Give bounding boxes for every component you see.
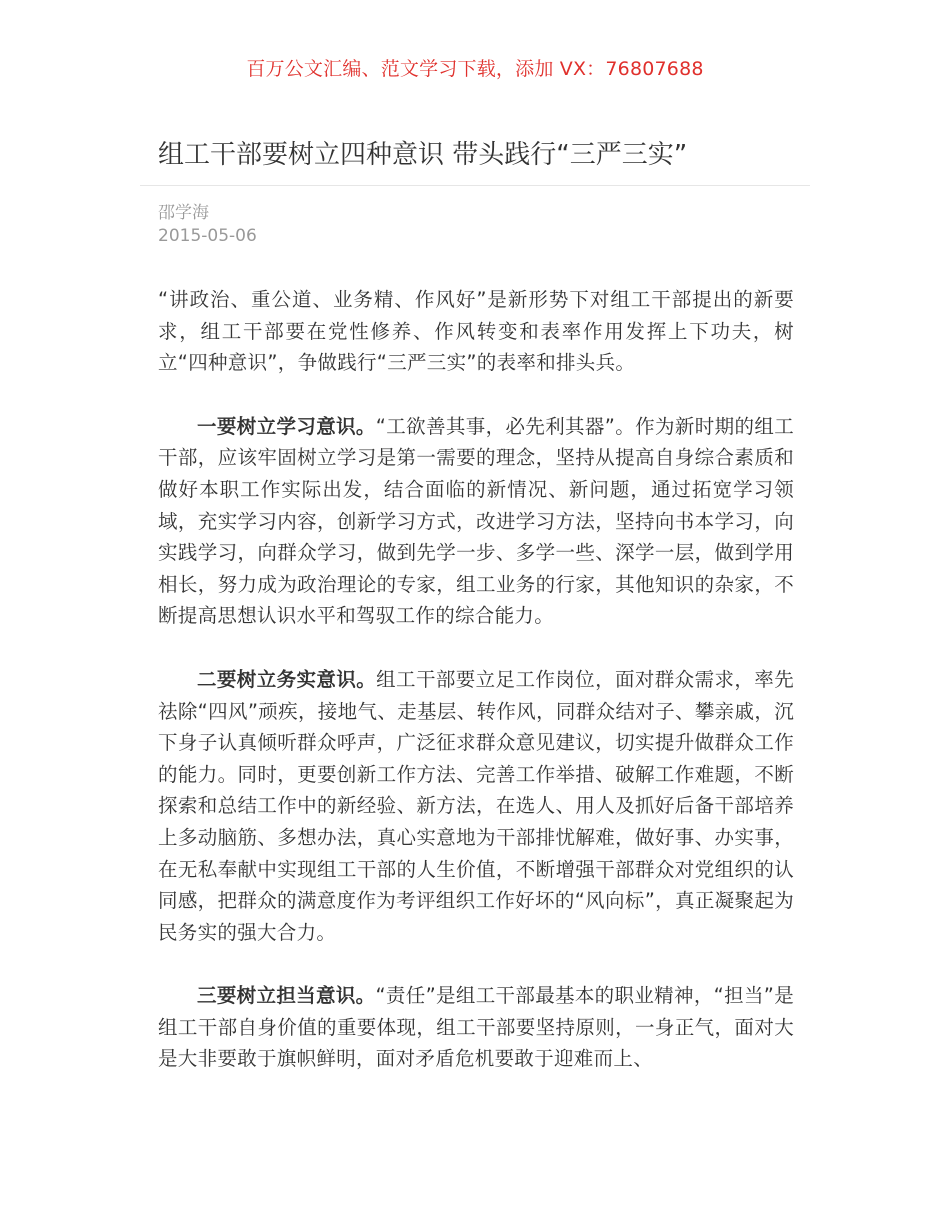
article-body [158, 284, 794, 1107]
section-paragraph-1 [158, 411, 794, 632]
section-body-2: 组工干部要立足工作岗位，面对群众需求，率先祛除“四风”顽疾，接地气、走基层、转作风，同群众结对子、攀亲戚，沉下身子认真倾听群众呼声，广泛征求群众意见建议，切实提升做群众工作的能力。同时，更要创新工作方法、完善工作举措、破解工作难题，不断探索和总结工作中的新经验、新方法，在选人、用人及抓好后备干部培养上多动脑筋、多想办法，真心实意地为干部排忧解难，做好事、办实事，在无私奉献中实现组工干部的人生价值，不断增强干部群众对党组织的认同感，把群众的满意度作为考评组织工作好坏的“风向标”，真正凝聚起为民务实的强大合力。 [158, 667, 794, 944]
publish-date: 2015-05-06 [158, 226, 257, 246]
article-meta [158, 202, 257, 248]
section-heading-3: 三要树立担当意识。 [197, 984, 376, 1008]
section-heading-1: 一要树立学习意识。 [197, 414, 376, 438]
title-divider [140, 185, 810, 186]
intro-paragraph: “讲政治、重公道、业务精、作风好”是新形势下对组工干部提出的新要求，组工干部要在党性修养、作风转变和表率作用发挥上下功夫，树立“四种意识”，争做践行“三严三实”的表率和排头兵。 [158, 288, 794, 375]
section-body-3: “责任”是组工干部最基本的职业精神，“担当”是组工干部自身价值的重要体现，组工干部要坚持原则，一身正气，面对大是大非要敢于旗帜鲜明，面对矛盾危机要敢于迎难而上、 [158, 984, 795, 1071]
section-body-1: “工欲善其事，必先利其器”。作为新时期的组工干部，应该牢固树立学习是第一需要的理念，坚持从提高自身综合素质和做好本职工作实际出发，结合面临的新情况、新问题，通过拓宽学习领域，充实学习内容，创新学习方式，改进学习方法，坚持向书本学习，向实践学习，向群众学习，做到先学一步、多学一些、深学一层，做到学用相长，努力成为政治理论的专家，组工业务的行家，其他知识的杂家，不断提高思想认识水平和驾驭工作的综合能力。 [158, 414, 794, 628]
article-title: 组工干部要树立四种意识 带头践行“三严三实” [158, 140, 688, 170]
section-paragraph-3 [158, 980, 794, 1075]
header-banner: 百万公文汇编、范文学习下载，添加 VX：76807688 [246, 58, 704, 80]
section-heading-2: 二要树立务实意识。 [197, 667, 377, 691]
section-paragraph-2 [158, 664, 794, 948]
author-name: 邵学海 [158, 203, 209, 223]
